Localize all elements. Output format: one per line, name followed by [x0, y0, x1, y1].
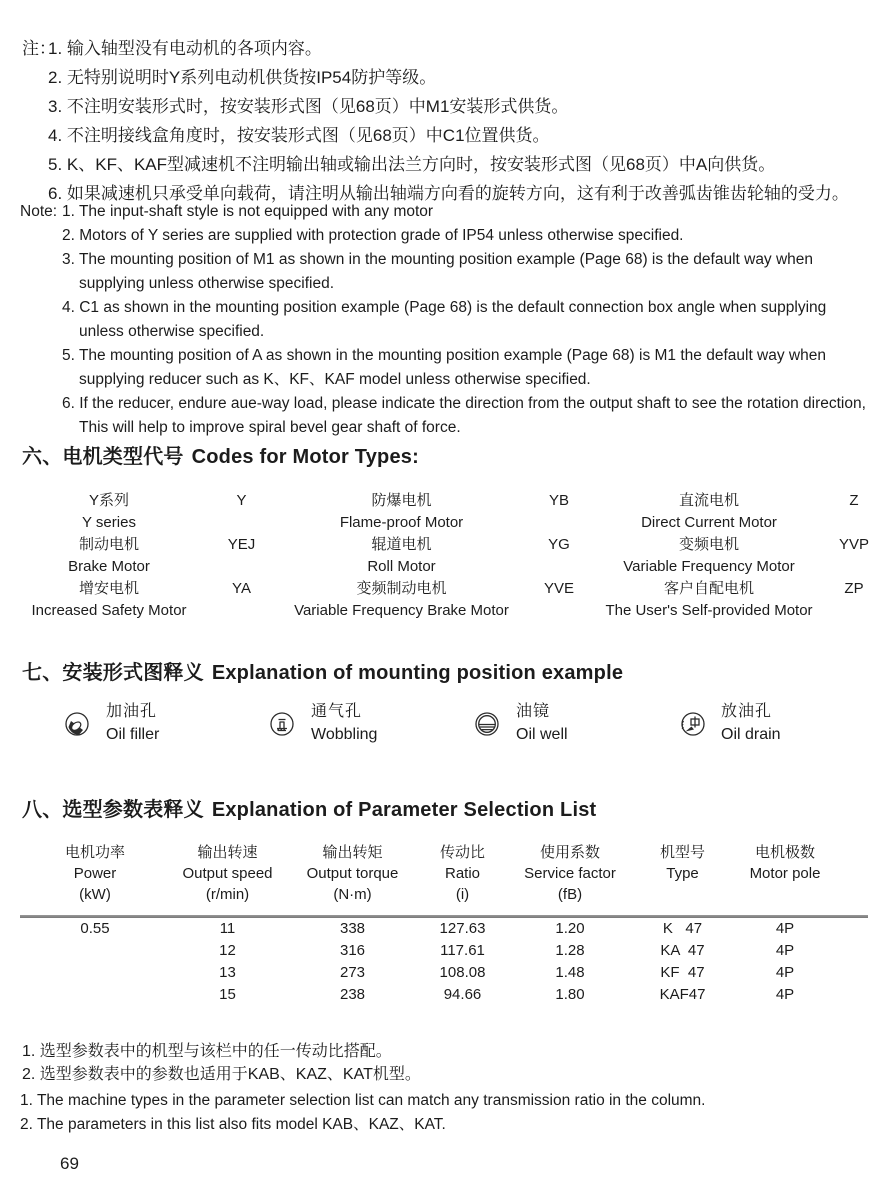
note-line: 6. If the reducer, endure aue-way load, please indicate the direction from the output shaft to see the rotation direction, This will help to improve spiral bevel gear shaft of force.: [62, 395, 866, 436]
cell-motor-pole: 4P: [775, 986, 795, 1003]
mounting-legend: [62, 700, 888, 746]
motor-code: Y: [236, 492, 247, 509]
col-header-type: 机型号 Type: [659, 844, 705, 882]
note-line: 4. C1 as shown in the mounting position example (Page 68) is the default connection box angle when supplying unless otherwise specified.: [62, 299, 827, 340]
legend-item: [677, 700, 882, 746]
table-row: [20, 940, 840, 962]
table-row: [14, 490, 884, 534]
legend-label-cn: 油镜: [516, 703, 551, 720]
heading-en: Explanation of mounting position example: [211, 662, 624, 684]
motor-code: YEJ: [227, 536, 256, 553]
oil-drain-icon: [677, 708, 709, 742]
table-header-row: [20, 842, 840, 905]
cell-service-factor: 1.28: [555, 942, 585, 959]
cell-ratio: 94.66: [443, 986, 482, 1003]
col-header-service-factor: 使用系数 Service factor (fB): [524, 844, 616, 903]
note-line: 5. The mounting position of A as shown in the mounting position example (Page 68) is M1 the default way when supplying reducer such as K、KF、KAF model unless otherwise specified.: [62, 347, 826, 388]
legend-item: [62, 700, 267, 746]
cell-ratio: 108.08: [439, 964, 486, 981]
cell-output-speed: 15: [219, 986, 236, 1003]
col-header-output-torque: 输出转矩 Output torque (N·m): [306, 844, 399, 903]
legend-labels: [516, 700, 568, 746]
motor-name: 变频制动电机 Variable Frequency Brake Motor: [294, 580, 509, 619]
note-line: 3. The mounting position of M1 as shown in the mounting position example (Page 68) is the default way when supplying unless otherwise specified.: [62, 251, 814, 292]
legend-item: [472, 700, 677, 746]
note-line: 2. Motors of Y series are supplied with protection grade of IP54 unless otherwise specified.: [62, 227, 684, 244]
cell-motor-pole: 4P: [775, 920, 795, 937]
motor-name: 辊道电机 Roll Motor: [367, 536, 436, 575]
cell-output-speed: 13: [219, 964, 236, 981]
col-header-motor-pole: 电机极数 Motor pole: [749, 844, 821, 882]
table-row: [14, 534, 884, 578]
cell-type: KAF47: [659, 986, 706, 1003]
chinese-notes: [0, 34, 888, 208]
footnote-line: 1. The machine types in the parameter selection list can match any transmission ratio in the column.: [20, 1092, 706, 1109]
motor-code: YVP: [838, 536, 869, 553]
legend-labels: [721, 700, 781, 746]
page-number: 69: [60, 1154, 79, 1173]
note-line: 3. 不注明安装形式时，按安装形式图（见68页）中M1安装形式供货。: [48, 97, 569, 116]
motor-code: YA: [232, 580, 251, 597]
table-row: [20, 962, 840, 984]
heading-cn: 七、安装形式图释义: [22, 662, 204, 684]
col-header-power: 电机功率 Power (kW): [64, 844, 125, 903]
col-header-output-speed: 输出转速 Output speed (r/min): [182, 844, 273, 903]
cell-output-torque: 238: [339, 986, 366, 1003]
cell-ratio: 117.61: [440, 942, 485, 959]
motor-name: 增安电机 Increased Safety Motor: [31, 580, 187, 619]
oil-sight-icon: [472, 708, 504, 742]
motor-name: 防爆电机 Flame-proof Motor: [339, 492, 464, 531]
cell-output-speed: 12: [219, 942, 236, 959]
notes-cn-label: 注：: [22, 39, 56, 58]
cell-power: [20, 984, 170, 1006]
legend-item: [267, 700, 472, 746]
cell-type: K 47: [662, 920, 703, 937]
note-line: 4. 不注明接线盒角度时，按安装形式图（见68页）中C1位置供货。: [48, 126, 550, 145]
cell-service-factor: 1.80: [555, 986, 585, 1003]
legend-label-en: Oil well: [516, 726, 568, 743]
notes-en-label: Note:: [20, 203, 58, 220]
motor-name: 制动电机 Brake Motor: [68, 536, 150, 575]
legend-label-cn: 放油孔: [721, 703, 773, 720]
cell-service-factor: 1.48: [555, 964, 585, 981]
cell-power: [20, 940, 170, 962]
table-row: [20, 984, 840, 1006]
parameter-table: [0, 842, 888, 1006]
motor-name: 直流电机 Direct Current Motor: [641, 492, 777, 531]
cell-type: KF 47: [660, 964, 705, 981]
footnote-line: 2. The parameters in this list also fits model KAB、KAZ、KAT.: [20, 1115, 446, 1133]
section-heading-parameter-list: [0, 793, 888, 822]
note-line: 5. K、KF、KAF型减速机不注明输出轴或输出法兰方向时，按安装形式图（见68页）中A向供货。: [48, 155, 776, 174]
note-text: 1. 输入轴型没有电动机的各项内容。: [48, 39, 322, 58]
footnote-line: 2. 选型参数表中的参数也适用于KAB、KAZ、KAT机型。: [22, 1066, 421, 1083]
cell-motor-pole: 4P: [775, 964, 795, 981]
legend-label-cn: 加油孔: [106, 703, 158, 720]
cell-output-torque: 338: [339, 920, 366, 937]
legend-labels: [311, 700, 377, 746]
motor-code: YB: [548, 492, 569, 509]
motor-code: ZP: [844, 580, 864, 597]
motor-name: 变频电机 Variable Frequency Motor: [623, 536, 795, 575]
legend-label-cn: 通气孔: [311, 703, 363, 720]
oil-filler-icon: [62, 708, 94, 742]
note-line: [0, 34, 888, 63]
cell-ratio: 127.63: [439, 920, 486, 937]
legend-labels: [106, 700, 159, 746]
legend-label-en: Oil filler: [106, 726, 160, 743]
cell-motor-pole: 4P: [775, 942, 795, 959]
breather-icon: [267, 708, 299, 742]
note-line: 6. 如果减速机只承受单向载荷，请注明从输出轴端方向看的旋转方向，这有利于改善弧齿锥齿轮轴的受力。: [48, 184, 849, 203]
heading-cn: 八、选型参数表释义: [22, 799, 204, 821]
note-line: 2. 无特别说明时Y系列电动机供货按IP54防护等级。: [48, 68, 437, 87]
legend-label-en: Oil drain: [721, 726, 781, 743]
motor-codes-table: [0, 490, 888, 622]
motor-name: Y系列 Y series: [82, 492, 136, 531]
section-heading-motor-codes: [0, 440, 888, 469]
cell-output-torque: 316: [339, 942, 366, 959]
motor-code: Z: [849, 492, 859, 509]
heading-cn: 六、电机类型代号: [22, 446, 184, 468]
motor-name: 客户自配电机 The User's Self-provided Motor: [605, 580, 813, 619]
cell-output-speed: 11: [219, 920, 236, 937]
table-row: [14, 578, 884, 622]
note-text: 1. The input-shaft style is not equipped with any motor: [62, 203, 434, 220]
legend-label-en: Wobbling: [311, 726, 378, 743]
cell-power: 0.55: [80, 920, 110, 937]
table-header-divider: [20, 915, 868, 918]
english-notes: [0, 200, 868, 440]
motor-code: YG: [548, 536, 570, 553]
note-line: [0, 200, 868, 224]
cell-output-torque: 273: [339, 964, 366, 981]
table-row: [20, 918, 840, 940]
footnotes-chinese: [0, 1040, 888, 1086]
col-header-ratio: 传动比 Ratio (i): [439, 844, 485, 903]
motor-code: YVE: [543, 580, 574, 597]
cell-type: KA 47: [660, 942, 705, 959]
heading-en: Explanation of Parameter Selection List: [211, 799, 597, 821]
footnotes-english: [0, 1089, 888, 1136]
cell-power: [20, 962, 170, 984]
section-heading-mounting: [0, 656, 888, 685]
footnote-line: 1. 选型参数表中的机型与该栏中的任一传动比搭配。: [22, 1043, 392, 1060]
heading-en: Codes for Motor Types:: [191, 446, 419, 468]
cell-service-factor: 1.20: [555, 920, 585, 937]
